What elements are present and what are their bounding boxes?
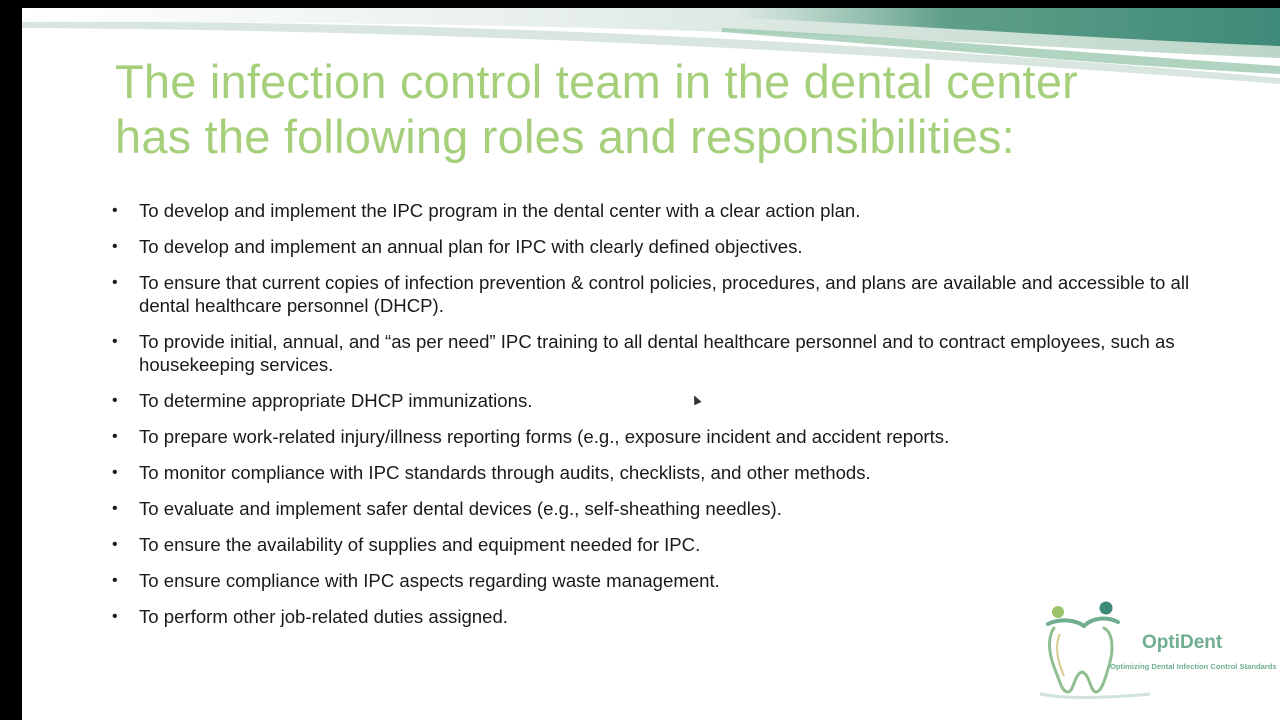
list-item [112, 389, 1232, 412]
slide-title [115, 54, 1235, 164]
bullet-icon: • [112, 536, 118, 553]
optident-logo [1040, 596, 1280, 700]
bullet-icon: • [112, 500, 118, 517]
logo-name: OptiDent [1142, 632, 1223, 653]
list-item-text: To perform other job-related duties assigned. [139, 606, 508, 627]
bullet-icon: • [112, 392, 118, 409]
list-item-text: To develop and implement an annual plan for IPC with clearly defined objectives. [139, 236, 803, 257]
bullet-icon: • [112, 572, 118, 589]
bullet-icon: • [112, 608, 118, 625]
tooth-logo-icon [1040, 596, 1150, 700]
list-item [112, 235, 1232, 258]
title-line-2: has the following roles and responsibilities: [115, 110, 1015, 163]
bullet-icon: • [112, 202, 118, 219]
list-item [112, 199, 1232, 222]
list-item [112, 271, 1232, 317]
bullet-icon: • [112, 428, 118, 445]
list-item-text: To ensure the availability of supplies and equipment needed for IPC. [139, 534, 701, 555]
title-line-1: The infection control team in the dental center [115, 55, 1079, 108]
logo-tagline: Optimizing Dental Infection Control Standards [1110, 662, 1277, 671]
bullet-icon: • [112, 238, 118, 255]
list-item [112, 425, 1232, 448]
slide [22, 8, 1280, 720]
list-item-text: To develop and implement the IPC program in the dental center with a clear action plan. [139, 200, 861, 221]
list-item-text: To provide initial, annual, and “as per need” IPC training to all dental healthcare personnel and to contract employees, such as housekeeping services. [139, 331, 1175, 375]
list-item-text: To ensure compliance with IPC aspects regarding waste management. [139, 570, 720, 591]
bullet-icon: • [112, 333, 118, 350]
list-item [112, 330, 1232, 376]
list-item [112, 461, 1232, 484]
list-item [112, 497, 1232, 520]
list-item-text: To determine appropriate DHCP immunizations. [139, 390, 533, 411]
bullet-icon: • [112, 464, 118, 481]
list-item-text: To prepare work-related injury/illness reporting forms (e.g., exposure incident and accident reports. [139, 426, 950, 447]
bullet-icon: • [112, 274, 118, 291]
list-item-text: To monitor compliance with IPC standards through audits, checklists, and other methods. [139, 462, 871, 483]
list-item [112, 569, 1232, 592]
list-item [112, 533, 1232, 556]
list-item-text: To ensure that current copies of infection prevention & control policies, procedures, and plans are available and accessible to all dental healthcare personnel (DHCP). [139, 272, 1190, 316]
list-item-text: To evaluate and implement safer dental devices (e.g., self-sheathing needles). [139, 498, 782, 519]
responsibilities-list [112, 199, 1232, 641]
